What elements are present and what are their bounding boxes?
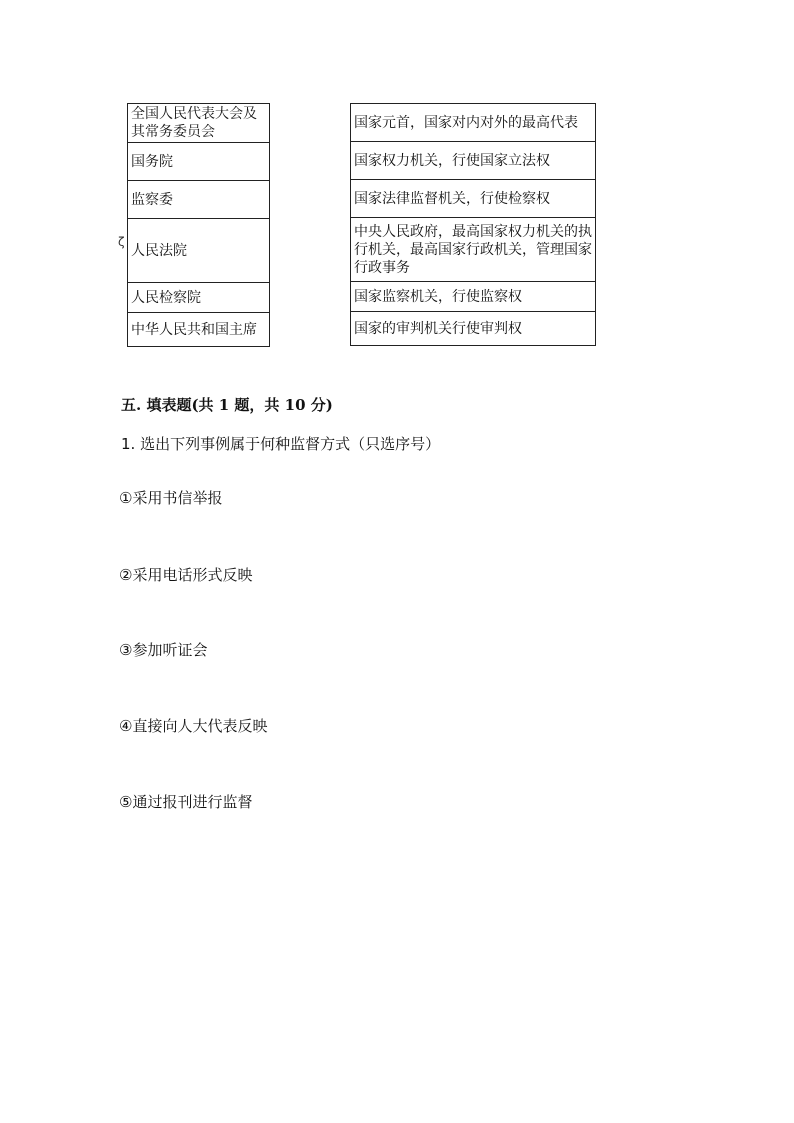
right-item: 国家法律监督机关，行使检察权	[351, 180, 596, 218]
left-item: 全国人民代表大会及其常务委员会	[128, 104, 270, 143]
right-item: 国家元首，国家对内对外的最高代表	[351, 104, 596, 142]
right-item: 国家权力机关，行使国家立法权	[351, 142, 596, 180]
left-item: 中华人民共和国主席	[128, 313, 270, 347]
question-text: 1. 选出下列事例属于何种监督方式（只选序号）	[121, 435, 441, 453]
right-item: 国家的审判机关行使审判权	[351, 312, 596, 346]
section-title: 五. 填表题(共 1 题，共 10 分)	[121, 396, 333, 414]
right-column-table	[350, 103, 596, 346]
option-item: ②采用电话形式反映	[119, 566, 253, 584]
left-item: 监察委	[128, 181, 270, 219]
left-item: 人民法院	[128, 219, 270, 283]
option-item: ④直接向人大代表反映	[119, 717, 268, 735]
left-item: 国务院	[128, 143, 270, 181]
left-item: 人民检察院	[128, 283, 270, 313]
right-item: 国家监察机关，行使监察权	[351, 282, 596, 312]
stray-mark: ζ	[118, 235, 125, 249]
option-item: ①采用书信举报	[119, 489, 223, 507]
right-item: 中央人民政府，最高国家权力机关的执行机关，最高国家行政机关，管理国家行政事务	[351, 218, 596, 282]
left-column-table	[127, 103, 270, 347]
option-item: ③参加听证会	[119, 641, 208, 659]
option-item: ⑤通过报刊进行监督	[119, 793, 253, 811]
